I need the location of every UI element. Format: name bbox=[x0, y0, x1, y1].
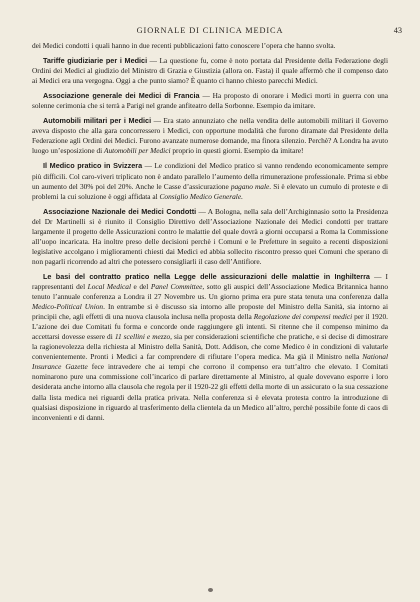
paragraph-heading: Automobili militari per i Medici bbox=[43, 116, 152, 126]
paragraph-associazione-francia bbox=[32, 91, 388, 111]
paragraph-text: e del bbox=[131, 281, 151, 291]
footer-ornament bbox=[208, 588, 213, 592]
running-title: GIORNALE DI CLINICA MEDICA bbox=[136, 26, 284, 35]
paragraph-heading: Le basi del contratto pratico nella Legge delle assicurazioni delle malattie in Inghilterra bbox=[43, 271, 370, 281]
paragraph-heading: Associazione Nazionale dei Medici Condotti bbox=[43, 206, 197, 216]
paragraph-text: proprio in questi giorni. Esempio da imitare! bbox=[170, 146, 304, 156]
paragraph-emphasis: Medico-Political Union bbox=[32, 302, 104, 312]
paragraph-emphasis: National Insurance Gazette bbox=[32, 352, 388, 372]
paragraph-text: — Ha proposto di onorare i Medici morti in guerra con una solenne cerimonia che si terrà a Parigi nel grande anfiteatro della Sorbonne. Esempio da imitare. bbox=[32, 91, 388, 111]
article-body bbox=[32, 41, 388, 428]
paragraph-inghilterra bbox=[32, 272, 388, 423]
paragraph-emphasis: Consiglio Medico Generale. bbox=[159, 191, 243, 201]
paragraph-heading: Il Medico pratico in Svizzera bbox=[43, 161, 143, 171]
paragraph-text: fece intravedere che ai tempi che corrono il compenso era tutt’altro che elevato. I Comitati nominarono pure una commissione coll’incarico di parlare direttamente al Ministro, al quale dovevano esporre i loro desiderata anche intorno alla clausola che regola per il 1920-22 gli effetti della morte di un assicurato o la sua cessazione dalla lista medica nei riguardi della pratica privata. Nella conferenza si è elevata protesta contro la introduzione di qualsiasi disposizione in riguardo al trasferimento della clientela da un Medico all’altro, perchè possibile fonte di caos di inconvenienti e di danni. bbox=[32, 362, 388, 422]
paragraph-emphasis: Local Medical bbox=[87, 281, 131, 291]
paragraph-emphasis: Panel Committee bbox=[150, 281, 203, 291]
paragraph-text: . In entrambe si è discusso sia intorno alle proposte del Ministro della Sanità, sia intorno ai principii che, agli effetti di una nuova clausola inclusa nella proposta della bbox=[32, 302, 388, 322]
paragraph-text: per il 1920. L’azione dei due Comitati fu forma e concorde onde raggiungere gli intenti. Si ritenne che il compenso minimo da accettarsi dovesse essere di bbox=[32, 312, 389, 342]
paragraph-emphasis: Regolazione dei compensi medici bbox=[253, 312, 353, 322]
paragraph-emphasis: 11 scellini e mezzo bbox=[114, 332, 171, 342]
paragraph-medico-svizzera bbox=[32, 161, 388, 201]
paragraph-text: — Era stato annunziato che nella vendita delle automobili militari il Governo aveva disposto che alla gara concorressero i Medici, con opportune modalità che furono diramate dal Presidente della Federazione agli Ordini dei Medici. Furono avanzate numerose domande, ma finora silenzio. Perchè? A Londra ha avuto luogo un’esposizione di bbox=[32, 116, 388, 156]
paragraph-text: dei Medici condotti i quali hanno in due recenti pubblicazioni fatto conoscere l’opera che hanno svolta. bbox=[32, 41, 336, 50]
paragraph-text: , sia per considerazioni scientifiche che pratiche, e si decise di dimostrare la ragionevolezza della richiesta al Ministro della Sanità, Dott. Addison, che come Medico è in condizioni di valutarle convenientemente. Pronti i Medici a far comprendere di rifiutare l’opera medica. Ma già il Ministro nella bbox=[32, 332, 388, 362]
page-number: 43 bbox=[393, 26, 402, 35]
paragraph-text: — I rappresentanti del bbox=[32, 271, 388, 291]
paragraph-emphasis: pagano male bbox=[230, 181, 270, 191]
paragraph-medici-condotti bbox=[32, 207, 388, 267]
paragraph-emphasis: Automobili per Medici bbox=[104, 146, 171, 156]
paragraph-text: — A Bologna, nella sala dell’Archiginnasio sotto la Presidenza del Dr Martinelli si è riunito il Consiglio Direttivo dell’Associazione Nazionale dei Medici condotti per trattare largamente il progetto delle Assicurazioni contro le malattie del quale dovrà a giorni occuparsi a Roma la Commissione all’uopo incaricata. Ha inoltre preso delle decisioni perchè i Comuni e le Prefetture in seguito a recenti disposizioni legislative accolgano i miglioramenti chiesti dai Medici ed abbia sollecito riscontro presso quei Comuni che sperano di non pagarli ricorrendo ad altri che potessero consigliarli il caso dell’Antifiore. bbox=[32, 206, 388, 266]
paragraph-heading: Associazione generale dei Medici di Francia bbox=[43, 91, 200, 101]
paragraph-text: . Si è elevato un cumulo di proteste e di problemi la cui soluzione è oggi affidata al bbox=[32, 181, 388, 201]
paragraph-automobili-militari bbox=[32, 116, 388, 156]
paragraph-text: — Le condizioni del Medico pratico si vanno rendendo economicamente sempre più difficili. Col caro-viveri triplicato non è andato parallelo l’aumento della rimunerazione professionale. Prima si ebbe un aumento del 30% poi del 20%. Anche le Casse d’assicurazione bbox=[32, 161, 388, 191]
paragraph-medici-condotti-intro bbox=[32, 41, 388, 51]
paragraph-text: — La questione fu, come è noto portata dal Presidente della Federazione degli Ordini dei Medici al giudizio del Ministro di Grazia e Giustizia (allora on. Fasta) il quale affermò che il compenso dato ai Medici era una vergogna. Oggi a che punto siamo? È quanto ci hanno chiesto parecchi Medici. bbox=[32, 56, 388, 86]
paragraph-heading: Tariffe giudiziarie per i Medici bbox=[43, 56, 148, 66]
page-header bbox=[18, 26, 402, 38]
paragraph-tariffe-giudiziarie bbox=[32, 56, 388, 86]
paragraph-text: , sotto gli auspici dell’Associazione Medica Britannica hanno tenuto l’annuale conferenza a Londra il 27 Novembre us. Un giorno prima era pure stata tenuta una conferenza dalla bbox=[32, 281, 388, 302]
